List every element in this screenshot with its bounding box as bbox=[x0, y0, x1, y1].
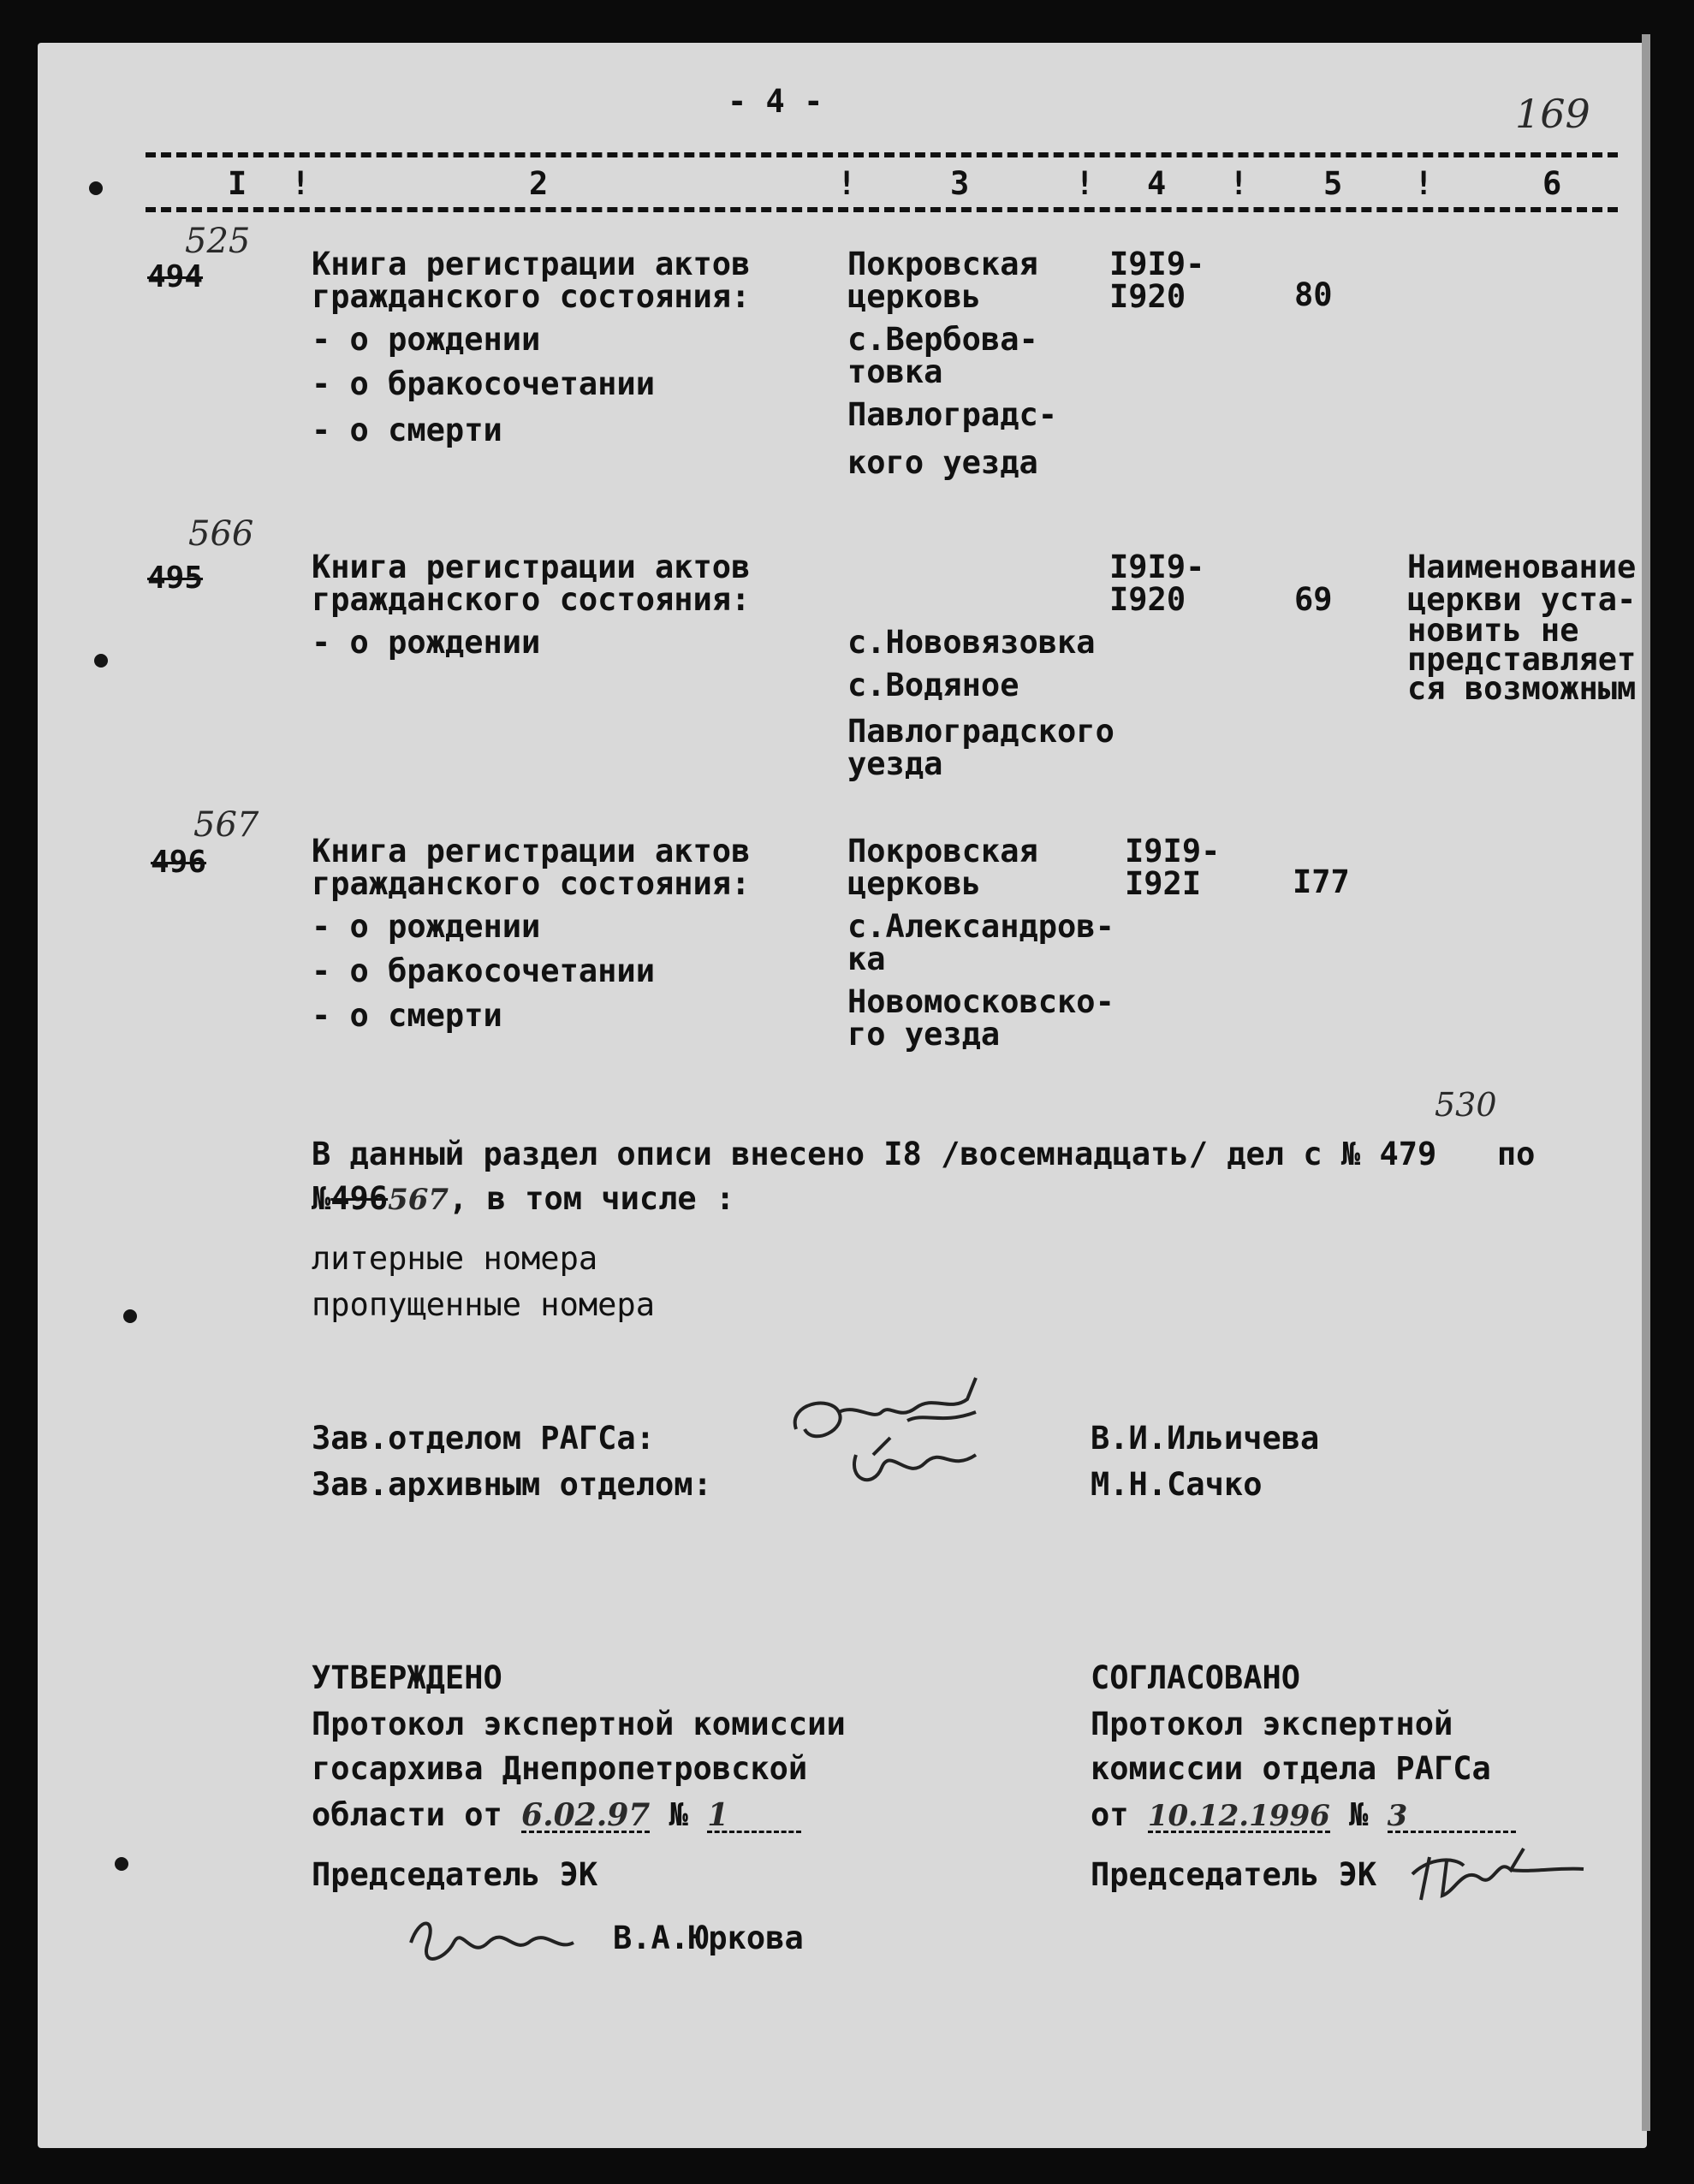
entry-note: новить не bbox=[1407, 612, 1579, 649]
entry-item: - о рождении bbox=[312, 908, 541, 945]
column-header-1: I bbox=[228, 165, 247, 202]
punch-hole bbox=[123, 1309, 137, 1323]
agreed-line: комиссии отдела РАГСа bbox=[1091, 1750, 1491, 1787]
entry-number: 496 bbox=[151, 845, 207, 880]
entry-item: - о бракосочетании bbox=[312, 953, 655, 989]
summary-to-word: по bbox=[1496, 1136, 1536, 1172]
column-header-3: 3 bbox=[950, 165, 970, 202]
entry-location: Новомосковско- bbox=[847, 983, 1114, 1020]
signature-approved-chair bbox=[402, 1908, 582, 1977]
entry-location: с.Нововязовка bbox=[847, 624, 1096, 661]
page-number: - 4 - bbox=[728, 83, 823, 120]
entry-item: - о смерти bbox=[312, 997, 502, 1034]
entry-years: I920 bbox=[1109, 278, 1186, 315]
summary-from-number: 479 bbox=[1379, 1136, 1437, 1172]
entry-years: I92I bbox=[1125, 865, 1202, 902]
punch-hole bbox=[115, 1857, 128, 1871]
agreed-date: 10.12.1996 bbox=[1147, 1799, 1330, 1833]
entry-title: гражданского состояния: bbox=[312, 278, 751, 315]
punch-hole bbox=[94, 654, 108, 668]
summary-text: В данный раздел описи внесено I8 /восемнадцать/ дел с № bbox=[312, 1136, 1361, 1172]
entry-sheets: 69 bbox=[1294, 581, 1333, 618]
column-header-6: 6 bbox=[1542, 165, 1562, 202]
agreed-line bbox=[1091, 1796, 1516, 1833]
entry-sheets: 80 bbox=[1294, 276, 1333, 313]
entry-note: представляет bbox=[1407, 641, 1637, 678]
entry-location: с.Вербова- bbox=[847, 321, 1038, 358]
agreed-title: СОГЛАСОВАНО bbox=[1091, 1659, 1301, 1696]
header-rule-bottom bbox=[146, 207, 1618, 212]
entry-title: гражданского состояния: bbox=[312, 865, 751, 902]
approved-chair-name: В.А.Юркова bbox=[613, 1920, 804, 1956]
entry-handwritten-number: 525 bbox=[185, 222, 251, 261]
entry-number: 494 bbox=[147, 259, 204, 294]
entry-item: - о рождении bbox=[312, 321, 541, 358]
column-separator: ! bbox=[837, 165, 857, 202]
entry-note: Наименование bbox=[1407, 549, 1637, 585]
page-edge bbox=[1642, 34, 1650, 2131]
entry-years: I9I9- bbox=[1109, 246, 1205, 282]
approved-date: 6.02.97 bbox=[521, 1797, 651, 1833]
signature-rags-head bbox=[779, 1361, 1036, 1506]
entry-title: Книга регистрации актов bbox=[312, 246, 751, 282]
entry-years: I9I9- bbox=[1109, 549, 1205, 585]
entry-location: Павлоградс- bbox=[847, 396, 1058, 433]
agreed-no-label: № bbox=[1349, 1796, 1369, 1833]
entry-item: - о смерти bbox=[312, 412, 502, 448]
entry-location: кого уезда bbox=[847, 444, 1038, 481]
entry-location: с.Александров- bbox=[847, 908, 1114, 945]
entry-note: церкви уста- bbox=[1407, 581, 1637, 618]
summary-to-handwritten: 567 bbox=[388, 1183, 449, 1217]
archive-head-label: Зав.архивным отделом: bbox=[312, 1466, 712, 1503]
agreed-line: Протокол экспертной bbox=[1091, 1706, 1453, 1742]
summary-to-number: 496 bbox=[330, 1180, 389, 1217]
approved-title: УТВЕРЖДЕНО bbox=[312, 1659, 502, 1696]
entry-note: ся возможным bbox=[1407, 670, 1637, 707]
entry-location: с.Водяное bbox=[847, 667, 1019, 703]
entry-title: Книга регистрации актов bbox=[312, 833, 751, 869]
rags-head-name: В.И.Ильичева bbox=[1091, 1420, 1320, 1457]
entry-location: ка bbox=[847, 941, 886, 977]
approved-line bbox=[312, 1796, 801, 1833]
punch-hole bbox=[89, 181, 103, 195]
archive-page-number: 169 bbox=[1515, 91, 1590, 137]
entry-item: - о рождении bbox=[312, 624, 541, 661]
entry-handwritten-number: 566 bbox=[188, 514, 254, 554]
entry-location: Покровская bbox=[847, 833, 1038, 869]
column-separator: ! bbox=[1075, 165, 1095, 202]
entry-location: уезда bbox=[847, 745, 943, 782]
approved-date-prefix: области от bbox=[312, 1796, 502, 1833]
entry-location: церковь bbox=[847, 865, 981, 902]
column-separator: ! bbox=[1414, 165, 1434, 202]
summary-line bbox=[312, 1138, 1535, 1170]
approved-line: Протокол экспертной комиссии bbox=[312, 1706, 846, 1742]
literal-numbers-label: литерные номера bbox=[312, 1240, 598, 1277]
entry-handwritten-number: 567 bbox=[193, 805, 259, 845]
approved-no-label: № bbox=[669, 1796, 688, 1833]
entry-location: Покровская bbox=[847, 246, 1038, 282]
entry-years: I920 bbox=[1109, 581, 1186, 618]
entry-location: товка bbox=[847, 353, 943, 390]
column-header-5: 5 bbox=[1323, 165, 1343, 202]
summary-from-handwritten: 530 bbox=[1435, 1086, 1497, 1124]
entry-item: - о бракосочетании bbox=[312, 365, 655, 402]
approved-chair-label: Председатель ЭК bbox=[312, 1856, 598, 1893]
approved-line: госархива Днепропетровской bbox=[312, 1750, 808, 1787]
agreed-date-prefix: от bbox=[1091, 1796, 1129, 1833]
entry-years: I9I9- bbox=[1125, 833, 1221, 869]
signature-agreed-chair bbox=[1395, 1831, 1592, 1908]
summary-including: , в том числе : bbox=[449, 1180, 735, 1217]
column-separator: ! bbox=[1229, 165, 1249, 202]
entry-location: го уезда bbox=[847, 1016, 1001, 1053]
approved-no: 1 bbox=[707, 1797, 729, 1833]
entry-location: церковь bbox=[847, 278, 981, 315]
archive-head-name: М.Н.Сачко bbox=[1091, 1466, 1263, 1503]
entry-title: Книга регистрации актов bbox=[312, 549, 751, 585]
rags-head-label: Зав.отделом РАГСа: bbox=[312, 1420, 655, 1457]
entry-title: гражданского состояния: bbox=[312, 581, 751, 618]
column-header-4: 4 bbox=[1147, 165, 1167, 202]
skipped-numbers-label: пропущенные номера bbox=[312, 1286, 655, 1323]
entry-sheets: I77 bbox=[1293, 864, 1350, 900]
column-header-2: 2 bbox=[529, 165, 549, 202]
agreed-no: 3 bbox=[1387, 1799, 1408, 1833]
entry-number: 495 bbox=[147, 561, 204, 596]
entry-location: Павлоградского bbox=[847, 713, 1114, 750]
summary-line-2 bbox=[312, 1180, 735, 1217]
summary-no-sign: № bbox=[312, 1180, 331, 1217]
header-rule-top bbox=[146, 152, 1618, 157]
column-separator: ! bbox=[291, 165, 311, 202]
agreed-chair-label: Председатель ЭК bbox=[1091, 1856, 1377, 1893]
